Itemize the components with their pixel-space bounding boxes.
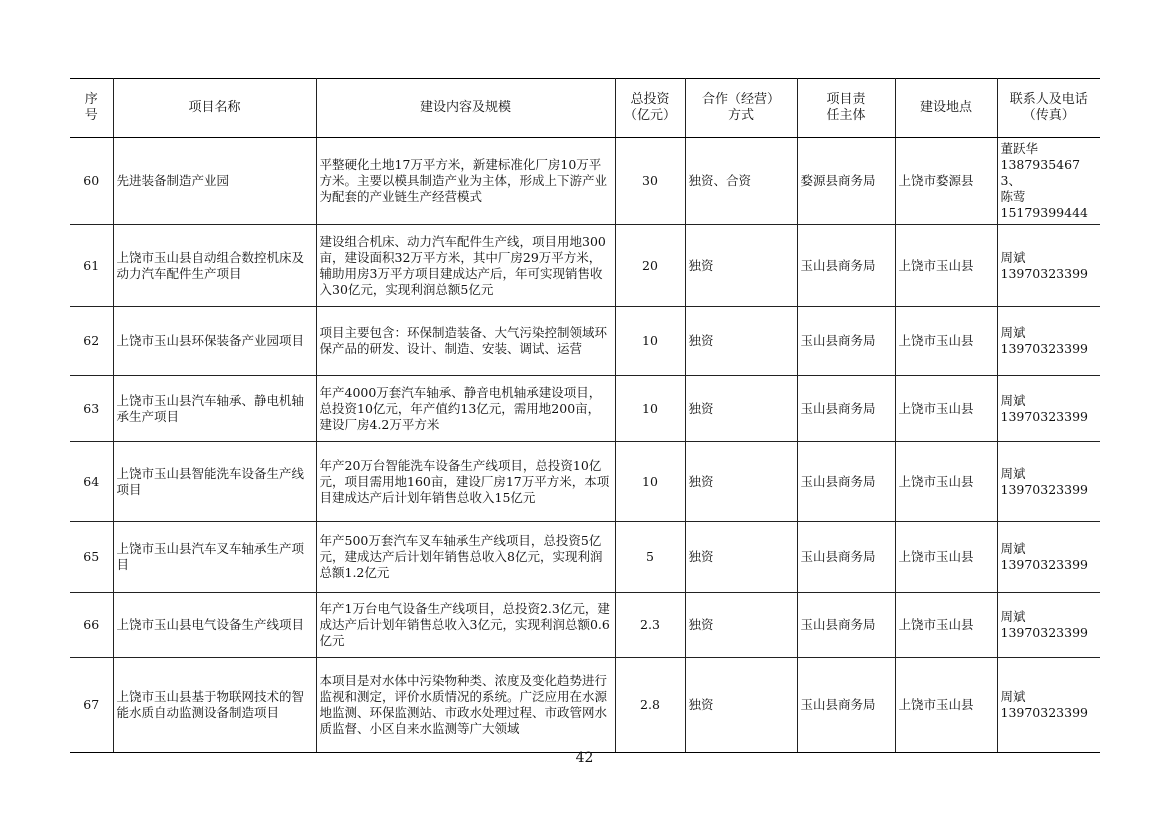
cell-contact: 周斌 13970323399 — [997, 658, 1100, 753]
cell-mode: 独资 — [685, 376, 797, 442]
table-row — [70, 522, 1100, 593]
table-row — [70, 593, 1100, 658]
cell-project-name: 上饶市玉山县汽车轴承、静电机轴承生产项目 — [113, 376, 316, 442]
cell-owner: 玉山县商务局 — [797, 442, 895, 522]
cell-location: 上饶市玉山县 — [895, 225, 997, 307]
page-number: 42 — [575, 750, 594, 766]
table-row — [70, 658, 1100, 753]
project-table-container — [70, 78, 1100, 753]
table-header-row — [70, 79, 1100, 138]
cell-owner: 玉山县商务局 — [797, 225, 895, 307]
cell-investment: 2.3 — [615, 593, 685, 658]
cell-mode: 独资 — [685, 522, 797, 593]
cell-mode: 独资 — [685, 658, 797, 753]
cell-investment: 5 — [615, 522, 685, 593]
header-contact: 联系人及电话 （传真） — [997, 79, 1100, 138]
cell-investment: 20 — [615, 225, 685, 307]
cell-project-name: 上饶市玉山县自动组合数控机床及动力汽车配件生产项目 — [113, 225, 316, 307]
cell-project-name: 上饶市玉山县汽车叉车轴承生产项目 — [113, 522, 316, 593]
cell-location: 上饶市玉山县 — [895, 522, 997, 593]
cell-owner: 玉山县商务局 — [797, 522, 895, 593]
cell-content: 平整硬化土地17万平方米，新建标准化厂房10万平方米。主要以模具制造产业为主体，形成上下游产业为配套的产业链生产经营模式 — [316, 138, 615, 225]
cell-index: 62 — [70, 307, 113, 376]
cell-index: 64 — [70, 442, 113, 522]
cell-location: 上饶市玉山县 — [895, 658, 997, 753]
cell-content: 本项目是对水体中污染物种类、浓度及变化趋势进行监视和测定，评价水质情况的系统。广泛应用在水源地监测、环保监测站、市政水处理过程、市政管网水质监督、小区自来水监测等广大领域 — [316, 658, 615, 753]
table-body — [70, 138, 1100, 753]
cell-location: 上饶市玉山县 — [895, 376, 997, 442]
header-index: 序 号 — [70, 79, 113, 138]
project-table — [70, 78, 1100, 753]
cell-contact: 周斌 13970323399 — [997, 442, 1100, 522]
cell-investment: 30 — [615, 138, 685, 225]
cell-content: 年产1万台电气设备生产线项目，总投资2.3亿元，建成达产后计划年销售总收入3亿元，实现利润总额0.6亿元 — [316, 593, 615, 658]
cell-investment: 10 — [615, 376, 685, 442]
table-row — [70, 138, 1100, 225]
cell-mode: 独资 — [685, 593, 797, 658]
cell-contact: 周斌 13970323399 — [997, 225, 1100, 307]
cell-location: 上饶市玉山县 — [895, 593, 997, 658]
table-row — [70, 376, 1100, 442]
header-owner: 项目责 任主体 — [797, 79, 895, 138]
cell-mode: 独资 — [685, 225, 797, 307]
cell-owner: 玉山县商务局 — [797, 658, 895, 753]
header-location: 建设地点 — [895, 79, 997, 138]
cell-index: 60 — [70, 138, 113, 225]
cell-contact: 周斌 13970323399 — [997, 593, 1100, 658]
cell-investment: 10 — [615, 307, 685, 376]
cell-investment: 2.8 — [615, 658, 685, 753]
cell-owner: 玉山县商务局 — [797, 307, 895, 376]
table-row — [70, 442, 1100, 522]
cell-owner: 玉山县商务局 — [797, 376, 895, 442]
cell-contact: 周斌 13970323399 — [997, 376, 1100, 442]
header-mode: 合作（经营） 方式 — [685, 79, 797, 138]
cell-content: 建设组合机床、动力汽车配件生产线，项目用地300亩，建设面积32万平方米，其中厂房29万平方米，辅助用房3万平方项目建成达产后，年可实现销售收入30亿元，实现利润总额5亿元 — [316, 225, 615, 307]
cell-mode: 独资 — [685, 307, 797, 376]
header-investment: 总投资 （亿元） — [615, 79, 685, 138]
table-row — [70, 307, 1100, 376]
cell-project-name: 上饶市玉山县基于物联网技术的智能水质自动监测设备制造项目 — [113, 658, 316, 753]
cell-index: 63 — [70, 376, 113, 442]
table-row — [70, 225, 1100, 307]
cell-owner: 婺源县商务局 — [797, 138, 895, 225]
cell-content: 年产500万套汽车叉车轴承生产线项目，总投资5亿元，建成达产后计划年销售总收入8亿元，实现利润总额1.2亿元 — [316, 522, 615, 593]
header-name: 项目名称 — [113, 79, 316, 138]
cell-owner: 玉山县商务局 — [797, 593, 895, 658]
cell-project-name: 上饶市玉山县电气设备生产线项目 — [113, 593, 316, 658]
cell-contact: 周斌 13970323399 — [997, 307, 1100, 376]
cell-contact: 周斌 13970323399 — [997, 522, 1100, 593]
cell-content: 年产4000万套汽车轴承、静音电机轴承建设项目，总投资10亿元，年产值约13亿元，需用地200亩，建设厂房4.2万平方米 — [316, 376, 615, 442]
header-content: 建设内容及规模 — [316, 79, 615, 138]
cell-location: 上饶市婺源县 — [895, 138, 997, 225]
cell-location: 上饶市玉山县 — [895, 307, 997, 376]
cell-content: 项目主要包含：环保制造装备、大气污染控制领域环保产品的研发、设计、制造、安装、调试、运营 — [316, 307, 615, 376]
cell-mode: 独资、合资 — [685, 138, 797, 225]
cell-contact: 董跃华 13879354673、 陈莺 15179399444 — [997, 138, 1100, 225]
cell-location: 上饶市玉山县 — [895, 442, 997, 522]
cell-index: 66 — [70, 593, 113, 658]
cell-project-name: 上饶市玉山县环保装备产业园项目 — [113, 307, 316, 376]
cell-project-name: 先进装备制造产业园 — [113, 138, 316, 225]
cell-content: 年产20万台智能洗车设备生产线项目，总投资10亿元，项目需用地160亩，建设厂房17万平方米，本项目建成达产后计划年销售总收入15亿元 — [316, 442, 615, 522]
cell-index: 67 — [70, 658, 113, 753]
cell-investment: 10 — [615, 442, 685, 522]
cell-index: 65 — [70, 522, 113, 593]
cell-index: 61 — [70, 225, 113, 307]
cell-mode: 独资 — [685, 442, 797, 522]
cell-project-name: 上饶市玉山县智能洗车设备生产线项目 — [113, 442, 316, 522]
